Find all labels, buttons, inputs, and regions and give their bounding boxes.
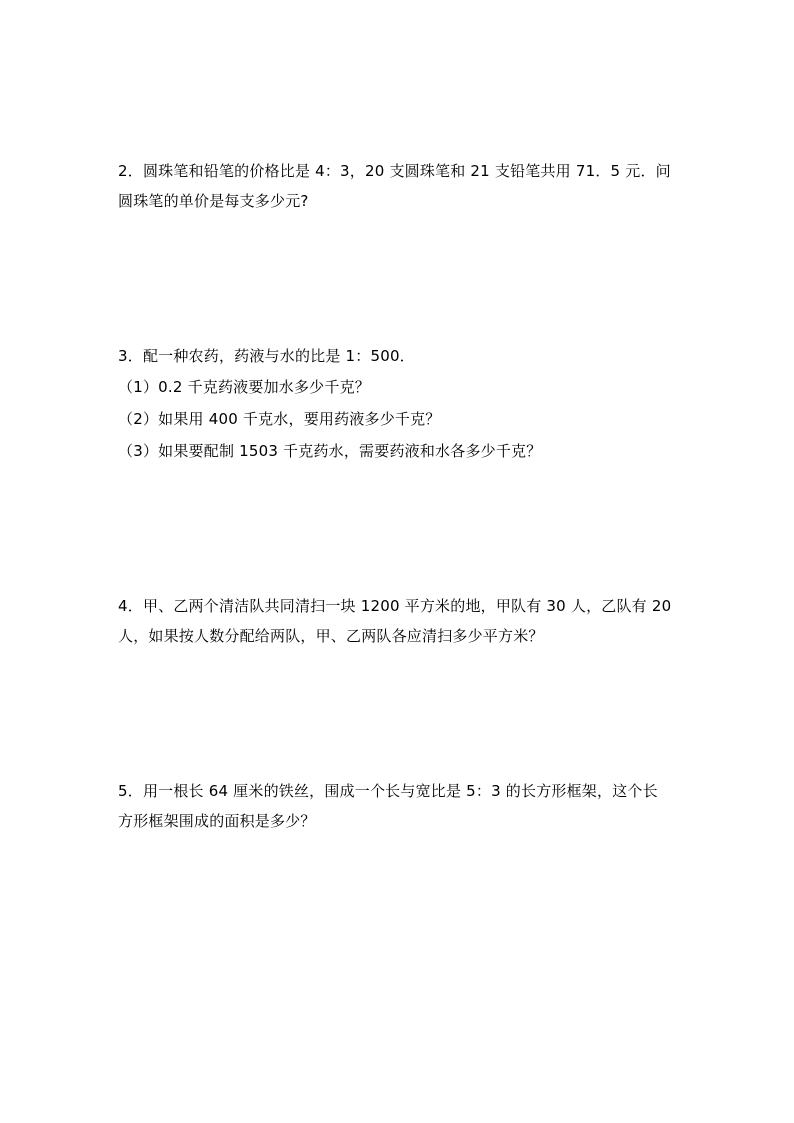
question-4-line-1: 4．甲、乙两个清洁队共同清扫一块 1200 平方米的地，甲队有 30 人，乙队有 20 xyxy=(118,597,672,615)
question-5-line-2: 方形框架围成的面积是多少？ xyxy=(118,812,316,830)
question-5-line-1: 5．用一根长 64 厘米的铁丝，围成一个长与宽比是 5：3 的长方形框架，这个长 xyxy=(118,782,658,800)
question-2-line-2: 圆珠笔的单价是每支多少元? xyxy=(118,192,309,210)
question-3-subpart-2: （2）如果用 400 千克水，要用药液多少千克？ xyxy=(118,410,441,428)
question-4-line-2: 人，如果按人数分配给两队，甲、乙两队各应清扫多少平方米？ xyxy=(118,627,544,645)
question-3 xyxy=(118,341,678,467)
question-5 xyxy=(118,776,678,836)
question-3-subpart-1: （1）0.2 千克药液要加水多少千克？ xyxy=(118,378,370,396)
question-4 xyxy=(118,591,678,651)
question-2-line-1: 2．圆珠笔和铅笔的价格比是 4：3，20 支圆珠笔和 21 支铅笔共用 71．5 元．问 xyxy=(118,162,671,180)
question-3-line-1: 3．配一种农药，药液与水的比是 1：500． xyxy=(118,347,415,365)
question-2 xyxy=(118,156,678,216)
question-3-subpart-3: （3）如果要配制 1503 千克药水，需要药液和水各多少千克？ xyxy=(118,442,542,460)
